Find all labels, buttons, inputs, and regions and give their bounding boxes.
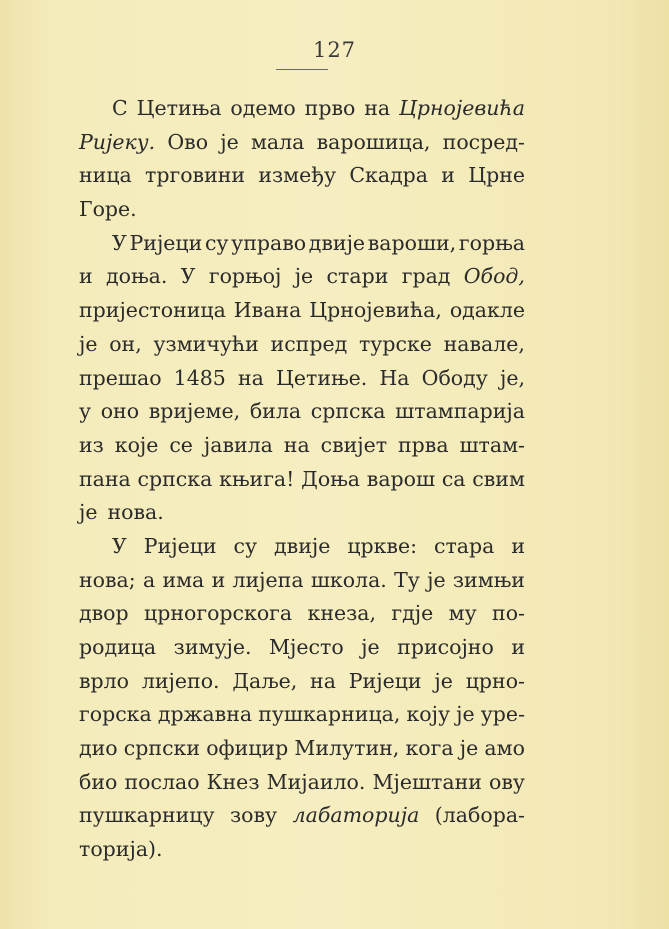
word: по-	[492, 601, 525, 626]
word: коју	[406, 702, 451, 727]
word: прва	[398, 432, 449, 457]
word: је	[361, 635, 380, 659]
word: зимњи	[452, 567, 525, 592]
word: Ту	[394, 567, 420, 592]
word: пушкарница,	[258, 702, 401, 727]
text-line	[79, 193, 525, 227]
word: Мијаило.	[266, 769, 366, 794]
word: вријеме,	[148, 399, 241, 424]
word: У	[180, 264, 196, 289]
word: које	[114, 432, 159, 457]
italic-word: Црнојевића	[399, 96, 525, 120]
word: Горе.	[79, 197, 137, 222]
word: државна	[157, 702, 253, 727]
word: и	[79, 264, 93, 289]
word: вароши,	[367, 230, 457, 255]
word: између	[258, 163, 337, 188]
paragraph	[79, 227, 525, 530]
word: посред-	[442, 129, 525, 154]
word: торија).	[79, 837, 163, 862]
text-line	[79, 159, 525, 193]
word: је	[434, 668, 453, 693]
text-line	[79, 665, 525, 699]
word: и	[511, 635, 525, 659]
word: Ово	[167, 129, 209, 154]
word: прво	[304, 96, 356, 120]
word: нова.	[107, 500, 164, 525]
word: пријестоница	[79, 298, 226, 323]
word: одемо	[230, 96, 296, 120]
word: из	[79, 432, 104, 457]
italic-word: лабаторија	[292, 803, 420, 828]
word: На	[379, 365, 410, 390]
word: Цетиња	[136, 96, 222, 120]
word: а	[142, 567, 156, 592]
word: родица	[79, 635, 157, 659]
word: С	[112, 96, 128, 120]
word: Ријеци	[143, 533, 217, 558]
word: (лабора-	[434, 803, 525, 828]
word: му	[448, 601, 477, 626]
text-line	[79, 799, 525, 833]
word: послао	[124, 769, 200, 794]
word: двије	[308, 230, 366, 255]
word: уре-	[480, 702, 525, 727]
word: Ријеци	[348, 668, 422, 693]
text-line	[79, 597, 525, 631]
word: горњој	[208, 264, 282, 289]
text-line	[79, 463, 525, 497]
word: Кнез	[206, 769, 260, 794]
text-line	[79, 260, 525, 294]
text-line	[79, 698, 525, 732]
word: варошица,	[316, 129, 431, 154]
text-line	[79, 227, 525, 261]
italic-word: Обод,	[463, 264, 525, 289]
word: град	[401, 264, 451, 289]
word: официр	[206, 736, 289, 761]
word: кога	[405, 736, 454, 761]
word: је	[459, 736, 479, 761]
word: су	[233, 533, 258, 558]
word: пана	[79, 466, 131, 491]
word: стари	[326, 264, 389, 289]
word: свим	[472, 466, 525, 491]
word: књига!	[219, 466, 295, 491]
word: навале,	[443, 331, 525, 356]
italic-word: Ријеку.	[79, 129, 156, 154]
word: доња.	[106, 264, 168, 289]
word: је	[427, 567, 446, 592]
word: Скадра	[349, 163, 429, 188]
word: српска	[137, 466, 213, 491]
word: У	[112, 533, 127, 558]
word: Црне	[468, 163, 525, 188]
word: горња	[458, 230, 525, 255]
word: одакле	[449, 298, 525, 323]
body-text	[79, 92, 525, 867]
text-line	[79, 328, 525, 362]
word: на	[364, 96, 391, 120]
word: зову	[229, 803, 278, 828]
word: на	[283, 432, 310, 457]
word: амо	[484, 736, 525, 761]
word: гдје	[391, 601, 434, 626]
text-line	[79, 766, 525, 800]
word: ову	[489, 769, 525, 794]
word: узмичући	[153, 331, 259, 356]
word: је	[456, 702, 475, 727]
word: трговини	[144, 163, 246, 188]
word: је	[79, 331, 98, 356]
word: била	[249, 399, 302, 424]
word: присојно	[397, 635, 494, 659]
word: врло	[79, 668, 130, 693]
word: је,	[499, 365, 525, 390]
word: на	[310, 668, 336, 693]
word: мала	[250, 129, 305, 154]
word: стара	[433, 533, 495, 558]
word: он,	[109, 331, 142, 356]
word: и	[211, 567, 226, 592]
word: кнеза,	[307, 601, 377, 626]
word: оно	[100, 399, 140, 424]
word: Мјештани	[372, 769, 482, 794]
text-line	[79, 631, 525, 665]
word: лијепа	[232, 567, 304, 592]
word: српска	[310, 399, 386, 424]
word: управо	[231, 230, 307, 255]
text-line	[79, 732, 525, 766]
word: горска	[79, 702, 152, 727]
word: је	[79, 500, 98, 525]
word: 1485	[173, 365, 226, 390]
word: са	[441, 466, 466, 491]
word: свијет	[320, 432, 388, 457]
word: Мјесто	[269, 635, 344, 659]
word: Црнојевића,	[309, 298, 442, 323]
word: двије	[274, 533, 331, 558]
paragraph	[79, 92, 525, 227]
word: у	[79, 399, 92, 424]
word: турске	[358, 331, 432, 356]
word: је	[220, 129, 239, 154]
page-number-rule	[276, 69, 328, 70]
word: У	[112, 230, 127, 255]
text-line	[79, 530, 525, 564]
word: Ријеци	[129, 230, 203, 255]
word: ница	[79, 163, 132, 188]
word: цркве:	[347, 533, 418, 558]
text-line	[79, 833, 525, 867]
text-line	[79, 395, 525, 429]
text-line	[79, 362, 525, 396]
word: штам-	[459, 432, 525, 457]
word: школа.	[310, 567, 387, 592]
word: је	[294, 264, 314, 289]
word: Даље,	[232, 668, 298, 693]
word: има	[162, 567, 205, 592]
word: двор	[79, 601, 129, 626]
word: Ивана	[233, 298, 302, 323]
word: на	[237, 365, 264, 390]
text-line	[79, 126, 525, 160]
paragraph	[79, 530, 525, 867]
word: дио	[79, 736, 118, 761]
text-line	[79, 92, 525, 126]
text-line	[79, 294, 525, 328]
word: пушкарницу	[79, 803, 215, 828]
word: Доња	[301, 466, 361, 491]
word: Милутин,	[294, 736, 400, 761]
word: црно-	[465, 668, 525, 693]
word: нова;	[79, 567, 136, 592]
text-line	[79, 564, 525, 598]
word: испред	[270, 331, 348, 356]
word: и	[441, 163, 455, 188]
word: варош	[366, 466, 436, 491]
word: штампарија	[395, 399, 525, 424]
word: су	[204, 230, 229, 255]
word: српски	[123, 736, 201, 761]
word: зимује.	[173, 635, 252, 659]
word: се	[169, 432, 193, 457]
text-line	[79, 429, 525, 463]
word: црногорскога	[144, 601, 293, 626]
word: Цетиње.	[275, 365, 368, 390]
word: Ободу	[421, 365, 488, 390]
word: био	[79, 769, 118, 794]
text-line	[79, 496, 525, 530]
word: лијепо.	[141, 668, 220, 693]
word: јавила	[203, 432, 273, 457]
page-number: 127	[312, 38, 357, 62]
word: и	[511, 533, 525, 558]
word: прешао	[79, 365, 162, 390]
